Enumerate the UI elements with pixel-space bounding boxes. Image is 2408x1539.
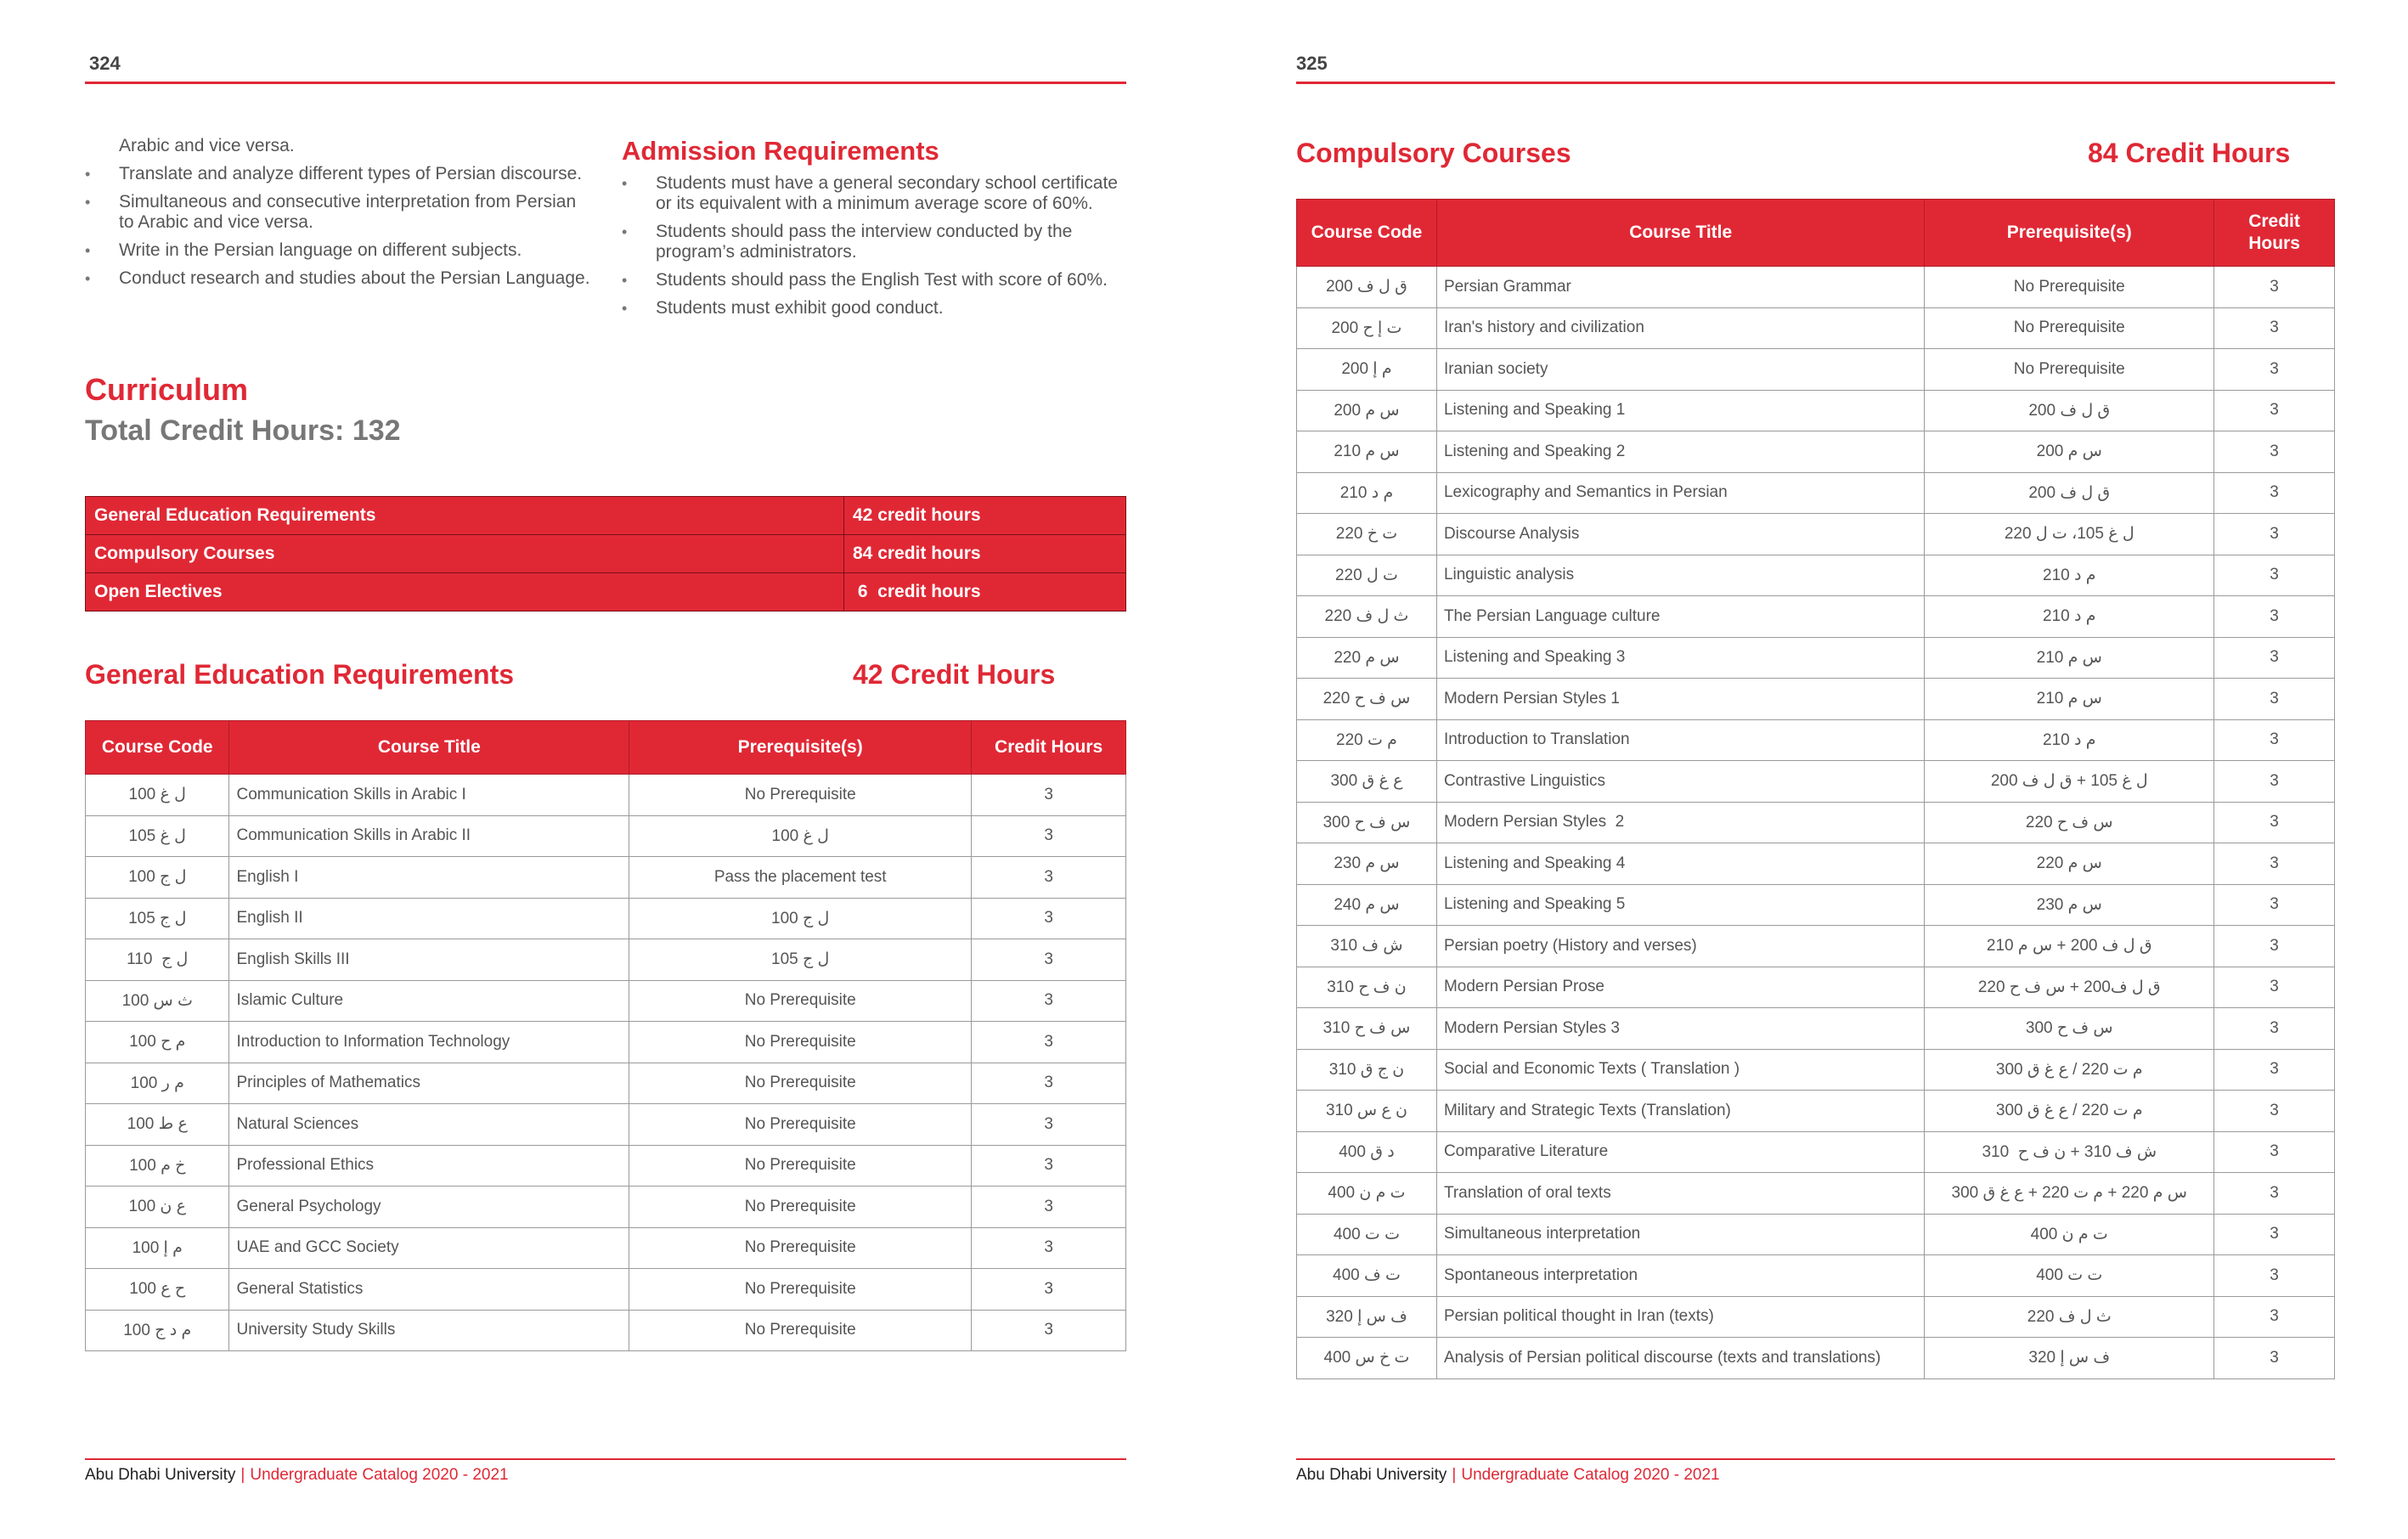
course-code: ل ج 105 <box>86 898 229 939</box>
credit-hours: 3 <box>2214 307 2335 349</box>
page-number: 324 <box>89 53 121 74</box>
prerequisite: س م 200 <box>1925 431 2214 473</box>
summary-row <box>86 497 1126 535</box>
top-rule <box>1296 82 2335 84</box>
credit-hours: 3 <box>2214 267 2335 308</box>
course-code: م د 210 <box>1297 472 1437 514</box>
course-title: Listening and Speaking 3 <box>1436 637 1924 679</box>
course-code: س م 200 <box>1297 390 1437 431</box>
prerequisite: No Prerequisite <box>629 1187 972 1228</box>
course-code: ل غ 100 <box>86 775 229 816</box>
course-title: Contrastive Linguistics <box>1436 761 1924 803</box>
course-code: ت خ س 400 <box>1297 1338 1437 1379</box>
table-row <box>1297 349 2335 391</box>
prerequisite: No Prerequisite <box>629 1063 972 1104</box>
course-code: س م 210 <box>1297 431 1437 473</box>
table-row <box>1297 472 2335 514</box>
summary-label: General Education Requirements <box>86 497 844 535</box>
credit-hours: 3 <box>972 1310 1126 1351</box>
credit-hours: 3 <box>972 939 1126 981</box>
course-title: Translation of oral texts <box>1436 1173 1924 1215</box>
bullet-item: Arabic and vice versa. <box>119 136 295 155</box>
footer-university: Abu Dhabi University <box>1296 1466 1447 1484</box>
table-row <box>86 1227 1126 1269</box>
credit-hours: 3 <box>2214 1338 2335 1379</box>
prerequisite: No Prerequisite <box>1925 267 2214 308</box>
credit-hours: 3 <box>972 980 1126 1022</box>
course-code: ع ن 100 <box>86 1187 229 1228</box>
course-title: Listening and Speaking 5 <box>1436 884 1924 926</box>
course-code: ث س 100 <box>86 980 229 1022</box>
footer-separator: | <box>1452 1466 1457 1484</box>
prerequisite: ف س إ 320 <box>1925 1338 2214 1379</box>
gen-ed-title: General Education Requirements <box>85 659 515 690</box>
prerequisite: ت م ن 400 <box>1925 1214 2214 1255</box>
course-title: Spontaneous interpretation <box>1436 1255 1924 1297</box>
credit-summary-table <box>85 496 1126 612</box>
credit-hours: 3 <box>972 1145 1126 1187</box>
table-row <box>86 1022 1126 1063</box>
admission-list <box>622 173 1131 326</box>
table-row <box>1297 431 2335 473</box>
prerequisite: ق ل ف200 + س ف ح 220 <box>1925 967 2214 1008</box>
course-code: ل غ 105 <box>86 815 229 857</box>
prerequisite: م د 210 <box>1925 596 2214 638</box>
bullet-item: • Students should pass the English Test with score of 60%. <box>622 270 1131 290</box>
course-code: ت خ 220 <box>1297 514 1437 555</box>
course-code: س م 220 <box>1297 637 1437 679</box>
credit-hours: 3 <box>2214 926 2335 967</box>
prerequisite: No Prerequisite <box>1925 349 2214 391</box>
table-row <box>86 775 1126 816</box>
prerequisite: س م 220 + م ت 220 + ع غ ق 300 <box>1925 1173 2214 1215</box>
prerequisite: ل غ 105 + ق ل ف 200 <box>1925 761 2214 803</box>
course-code: س ف ح 220 <box>1297 679 1437 720</box>
course-code: ن ع س 310 <box>1297 1091 1437 1132</box>
table-row <box>86 1145 1126 1187</box>
prerequisite: No Prerequisite <box>629 1227 972 1269</box>
course-code: ح ع 100 <box>86 1269 229 1311</box>
footer-catalog: Undergraduate Catalog 2020 - 2021 <box>250 1466 509 1484</box>
table-row <box>1297 267 2335 308</box>
column-header: Prerequisite(s) <box>629 721 972 775</box>
course-code: م د ج 100 <box>86 1310 229 1351</box>
prerequisite: ل غ 105، ت ل 220 <box>1925 514 2214 555</box>
course-title: English II <box>229 898 629 939</box>
course-code: ع ط 100 <box>86 1104 229 1146</box>
credit-hours: 3 <box>972 815 1126 857</box>
credit-hours: 3 <box>972 857 1126 899</box>
course-title: Linguistic analysis <box>1436 555 1924 596</box>
course-title: Professional Ethics <box>229 1145 629 1187</box>
prerequisite: م ت 220 / ع غ ق 300 <box>1925 1049 2214 1091</box>
credit-hours: 3 <box>2214 1255 2335 1297</box>
course-title: Listening and Speaking 2 <box>1436 431 1924 473</box>
credit-hours: 3 <box>972 775 1126 816</box>
prerequisite: س م 210 <box>1925 679 2214 720</box>
summary-label: Open Electives <box>86 573 844 612</box>
table-row <box>1297 390 2335 431</box>
course-code: ت ت 400 <box>1297 1214 1437 1255</box>
top-rule <box>85 82 1126 84</box>
prerequisite: ل ج 105 <box>629 939 972 981</box>
course-code: ت إ ح 200 <box>1297 307 1437 349</box>
table-row <box>1297 1008 2335 1050</box>
prerequisite: س م 230 <box>1925 884 2214 926</box>
table-row <box>86 1269 1126 1311</box>
credit-hours: 3 <box>2214 514 2335 555</box>
credit-hours: 3 <box>2214 555 2335 596</box>
course-title: Islamic Culture <box>229 980 629 1022</box>
credit-hours: 3 <box>2214 349 2335 391</box>
prerequisite: ت ت 400 <box>1925 1255 2214 1297</box>
summary-row <box>86 573 1126 612</box>
course-code: خ م 100 <box>86 1145 229 1187</box>
footer-separator: | <box>240 1466 245 1484</box>
course-code: ت ف 400 <box>1297 1255 1437 1297</box>
credit-hours: 3 <box>2214 596 2335 638</box>
summary-label: Compulsory Courses <box>86 535 844 573</box>
table-row <box>86 1104 1126 1146</box>
prerequisite: س ف ح 300 <box>1925 1008 2214 1050</box>
course-code: م ت 220 <box>1297 719 1437 761</box>
table-row <box>1297 884 2335 926</box>
column-header: Prerequisite(s) <box>1925 200 2214 267</box>
credit-hours: 3 <box>2214 884 2335 926</box>
course-code: م إ 100 <box>86 1227 229 1269</box>
course-title: Communication Skills in Arabic II <box>229 815 629 857</box>
footer-rule <box>1296 1458 2335 1460</box>
credit-hours: 3 <box>2214 719 2335 761</box>
prerequisite: Pass the placement test <box>629 857 972 899</box>
course-code: ش ف 310 <box>1297 926 1437 967</box>
gen-ed-table <box>85 720 1126 1351</box>
prerequisite: ل غ 100 <box>629 815 972 857</box>
prerequisite: ش ف 310 + ن ف ح 310 <box>1925 1131 2214 1173</box>
course-title: Introduction to Translation <box>1436 719 1924 761</box>
right-page <box>1204 0 2408 1539</box>
credit-hours: 3 <box>2214 390 2335 431</box>
course-title: Persian political thought in Iran (texts) <box>1436 1296 1924 1338</box>
credit-hours: 3 <box>2214 1131 2335 1173</box>
prerequisite: ل ج 100 <box>629 898 972 939</box>
course-title: Persian poetry (History and verses) <box>1436 926 1924 967</box>
course-title: Social and Economic Texts ( Translation ) <box>1436 1049 1924 1091</box>
course-code: ل ج 100 <box>86 857 229 899</box>
table-row <box>1297 843 2335 885</box>
course-title: Comparative Literature <box>1436 1131 1924 1173</box>
page-number: 325 <box>1296 53 1328 74</box>
credit-hours: 3 <box>2214 843 2335 885</box>
table-row <box>1297 307 2335 349</box>
prerequisite: No Prerequisite <box>629 1145 972 1187</box>
prerequisite: No Prerequisite <box>629 980 972 1022</box>
course-code: س ف ح 310 <box>1297 1008 1437 1050</box>
table-row <box>1297 719 2335 761</box>
summary-value: 42 credit hours <box>844 497 1126 535</box>
course-title: Listening and Speaking 4 <box>1436 843 1924 885</box>
credit-hours: 3 <box>972 1022 1126 1063</box>
table-row <box>1297 802 2335 843</box>
table-row <box>1297 1214 2335 1255</box>
prerequisite: No Prerequisite <box>629 1310 972 1351</box>
course-code: ت ل 220 <box>1297 555 1437 596</box>
credit-hours: 3 <box>972 1063 1126 1104</box>
credit-hours: 3 <box>2214 431 2335 473</box>
prerequisite: ث ل ف 220 <box>1925 1296 2214 1338</box>
course-code: ع غ ق 300 <box>1297 761 1437 803</box>
credit-hours: 3 <box>2214 679 2335 720</box>
compulsory-credits: 84 Credit Hours <box>2088 138 2291 168</box>
prerequisite: س م 210 <box>1925 637 2214 679</box>
column-header: Credit Hours <box>2214 200 2335 267</box>
compulsory-title: Compulsory Courses <box>1296 138 1571 168</box>
bullet-item: • Conduct research and studies about the Persian Language. <box>85 268 595 289</box>
bullet-item: • Simultaneous and consecutive interpretation from Persian to Arabic and vice versa. <box>85 192 595 233</box>
program-outcomes-list <box>85 136 595 296</box>
course-title: Modern Persian Prose <box>1436 967 1924 1008</box>
bullet-item: • Translate and analyze different types of Persian discourse. <box>85 164 595 184</box>
course-code: ث ل ف 220 <box>1297 596 1437 638</box>
course-title: The Persian Language culture <box>1436 596 1924 638</box>
column-header: Course Title <box>1436 200 1924 267</box>
course-code: س م 240 <box>1297 884 1437 926</box>
credit-hours: 3 <box>2214 761 2335 803</box>
footer-university: Abu Dhabi University <box>85 1466 236 1484</box>
course-title: Persian Grammar <box>1436 267 1924 308</box>
table-row <box>86 1310 1126 1351</box>
table-row <box>86 815 1126 857</box>
course-title: Modern Persian Styles 3 <box>1436 1008 1924 1050</box>
gen-ed-credits: 42 Credit Hours <box>853 659 1056 690</box>
prerequisite: ق ل ف 200 <box>1925 472 2214 514</box>
table-row <box>1297 1049 2335 1091</box>
course-title: Introduction to Information Technology <box>229 1022 629 1063</box>
summary-row <box>86 535 1126 573</box>
header-row <box>1297 200 2335 267</box>
compulsory-courses-table <box>1296 199 2335 1379</box>
bullet-item: • Students should pass the interview conducted by the program’s administrators. <box>622 222 1131 262</box>
table-row <box>86 939 1126 981</box>
table-row <box>86 898 1126 939</box>
summary-value: 84 credit hours <box>844 535 1126 573</box>
course-code: د ق 400 <box>1297 1131 1437 1173</box>
course-title: Iranian society <box>1436 349 1924 391</box>
prerequisite: م د 210 <box>1925 555 2214 596</box>
credit-hours: 3 <box>2214 1091 2335 1132</box>
credit-hours: 3 <box>2214 472 2335 514</box>
course-title: English Skills III <box>229 939 629 981</box>
table-row <box>1297 596 2335 638</box>
course-code: م ح 100 <box>86 1022 229 1063</box>
table-row <box>1297 1173 2335 1215</box>
table-row <box>1297 1091 2335 1132</box>
credit-hours: 3 <box>2214 967 2335 1008</box>
course-code: س م 230 <box>1297 843 1437 885</box>
course-code: م إ 200 <box>1297 349 1437 391</box>
footer-catalog: Undergraduate Catalog 2020 - 2021 <box>1461 1466 1720 1484</box>
footer <box>85 1466 509 1485</box>
course-title: Discourse Analysis <box>1436 514 1924 555</box>
bullet-item: • Students must have a general secondary school certificate or its equivalent with a minimum average score of 60%. <box>622 173 1131 214</box>
curriculum-title: Curriculum <box>85 372 249 407</box>
credit-hours: 3 <box>972 1187 1126 1228</box>
table-row <box>1297 637 2335 679</box>
credit-hours: 3 <box>2214 1008 2335 1050</box>
table-row <box>1297 967 2335 1008</box>
course-title: Iran's history and civilization <box>1436 307 1924 349</box>
table-row <box>1297 679 2335 720</box>
course-title: Military and Strategic Texts (Translation) <box>1436 1091 1924 1132</box>
course-title: Natural Sciences <box>229 1104 629 1146</box>
prerequisite: No Prerequisite <box>629 775 972 816</box>
course-code: م ر 100 <box>86 1063 229 1104</box>
table-row <box>1297 555 2335 596</box>
credit-hours: 3 <box>972 898 1126 939</box>
table-row <box>1297 1255 2335 1297</box>
table-row <box>86 1187 1126 1228</box>
course-code: ق ل ف 200 <box>1297 267 1437 308</box>
table-row <box>86 980 1126 1022</box>
course-title: UAE and GCC Society <box>229 1227 629 1269</box>
course-code: س ف ح 300 <box>1297 802 1437 843</box>
prerequisite: م ت 220 / ع غ ق 300 <box>1925 1091 2214 1132</box>
credit-hours: 3 <box>972 1104 1126 1146</box>
column-header: Course Code <box>1297 200 1437 267</box>
prerequisite: ق ل ف 200 <box>1925 390 2214 431</box>
table-row <box>86 1063 1126 1104</box>
course-code: ف س إ 320 <box>1297 1296 1437 1338</box>
column-header: Credit Hours <box>972 721 1126 775</box>
course-title: Communication Skills in Arabic I <box>229 775 629 816</box>
prerequisite: س م 220 <box>1925 843 2214 885</box>
table-row <box>1297 926 2335 967</box>
prerequisite: م د 210 <box>1925 719 2214 761</box>
credit-hours: 3 <box>2214 1049 2335 1091</box>
credit-hours: 3 <box>2214 802 2335 843</box>
credit-hours: 3 <box>2214 1214 2335 1255</box>
course-title: Principles of Mathematics <box>229 1063 629 1104</box>
prerequisite: ق ل ف 200 + س م 210 <box>1925 926 2214 967</box>
course-code: ت م ن 400 <box>1297 1173 1437 1215</box>
table-row <box>1297 1338 2335 1379</box>
course-title: Modern Persian Styles 1 <box>1436 679 1924 720</box>
bullet-item: • Students must exhibit good conduct. <box>622 298 1131 319</box>
course-title: Analysis of Persian political discourse (texts and translations) <box>1436 1338 1924 1379</box>
course-code: ن ج ق 310 <box>1297 1049 1437 1091</box>
table-row <box>86 857 1126 899</box>
table-row <box>1297 761 2335 803</box>
course-title: General Psychology <box>229 1187 629 1228</box>
course-title: University Study Skills <box>229 1310 629 1351</box>
credit-hours: 3 <box>2214 1173 2335 1215</box>
course-code: ن ف ح 310 <box>1297 967 1437 1008</box>
table-row <box>1297 514 2335 555</box>
table-row <box>1297 1131 2335 1173</box>
footer-rule <box>85 1458 1126 1460</box>
prerequisite: No Prerequisite <box>629 1269 972 1311</box>
credit-hours: 3 <box>2214 1296 2335 1338</box>
total-credit-hours: Total Credit Hours: 132 <box>85 414 401 447</box>
summary-value: 6 credit hours <box>844 573 1126 612</box>
course-code: ل ج 110 <box>86 939 229 981</box>
course-title: General Statistics <box>229 1269 629 1311</box>
credit-hours: 3 <box>972 1269 1126 1311</box>
prerequisite: No Prerequisite <box>1925 307 2214 349</box>
course-title: Simultaneous interpretation <box>1436 1214 1924 1255</box>
prerequisite: س ف ح 220 <box>1925 802 2214 843</box>
course-title: English I <box>229 857 629 899</box>
column-header: Course Title <box>229 721 629 775</box>
course-title: Listening and Speaking 1 <box>1436 390 1924 431</box>
credit-hours: 3 <box>2214 637 2335 679</box>
prerequisite: No Prerequisite <box>629 1104 972 1146</box>
course-title: Modern Persian Styles 2 <box>1436 802 1924 843</box>
credit-hours: 3 <box>972 1227 1126 1269</box>
footer <box>1296 1466 1720 1485</box>
header-row <box>86 721 1126 775</box>
bullet-item: • Write in the Persian language on different subjects. <box>85 240 595 261</box>
course-title: Lexicography and Semantics in Persian <box>1436 472 1924 514</box>
column-header: Course Code <box>86 721 229 775</box>
admission-title: Admission Requirements <box>622 136 939 166</box>
table-row <box>1297 1296 2335 1338</box>
prerequisite: No Prerequisite <box>629 1022 972 1063</box>
